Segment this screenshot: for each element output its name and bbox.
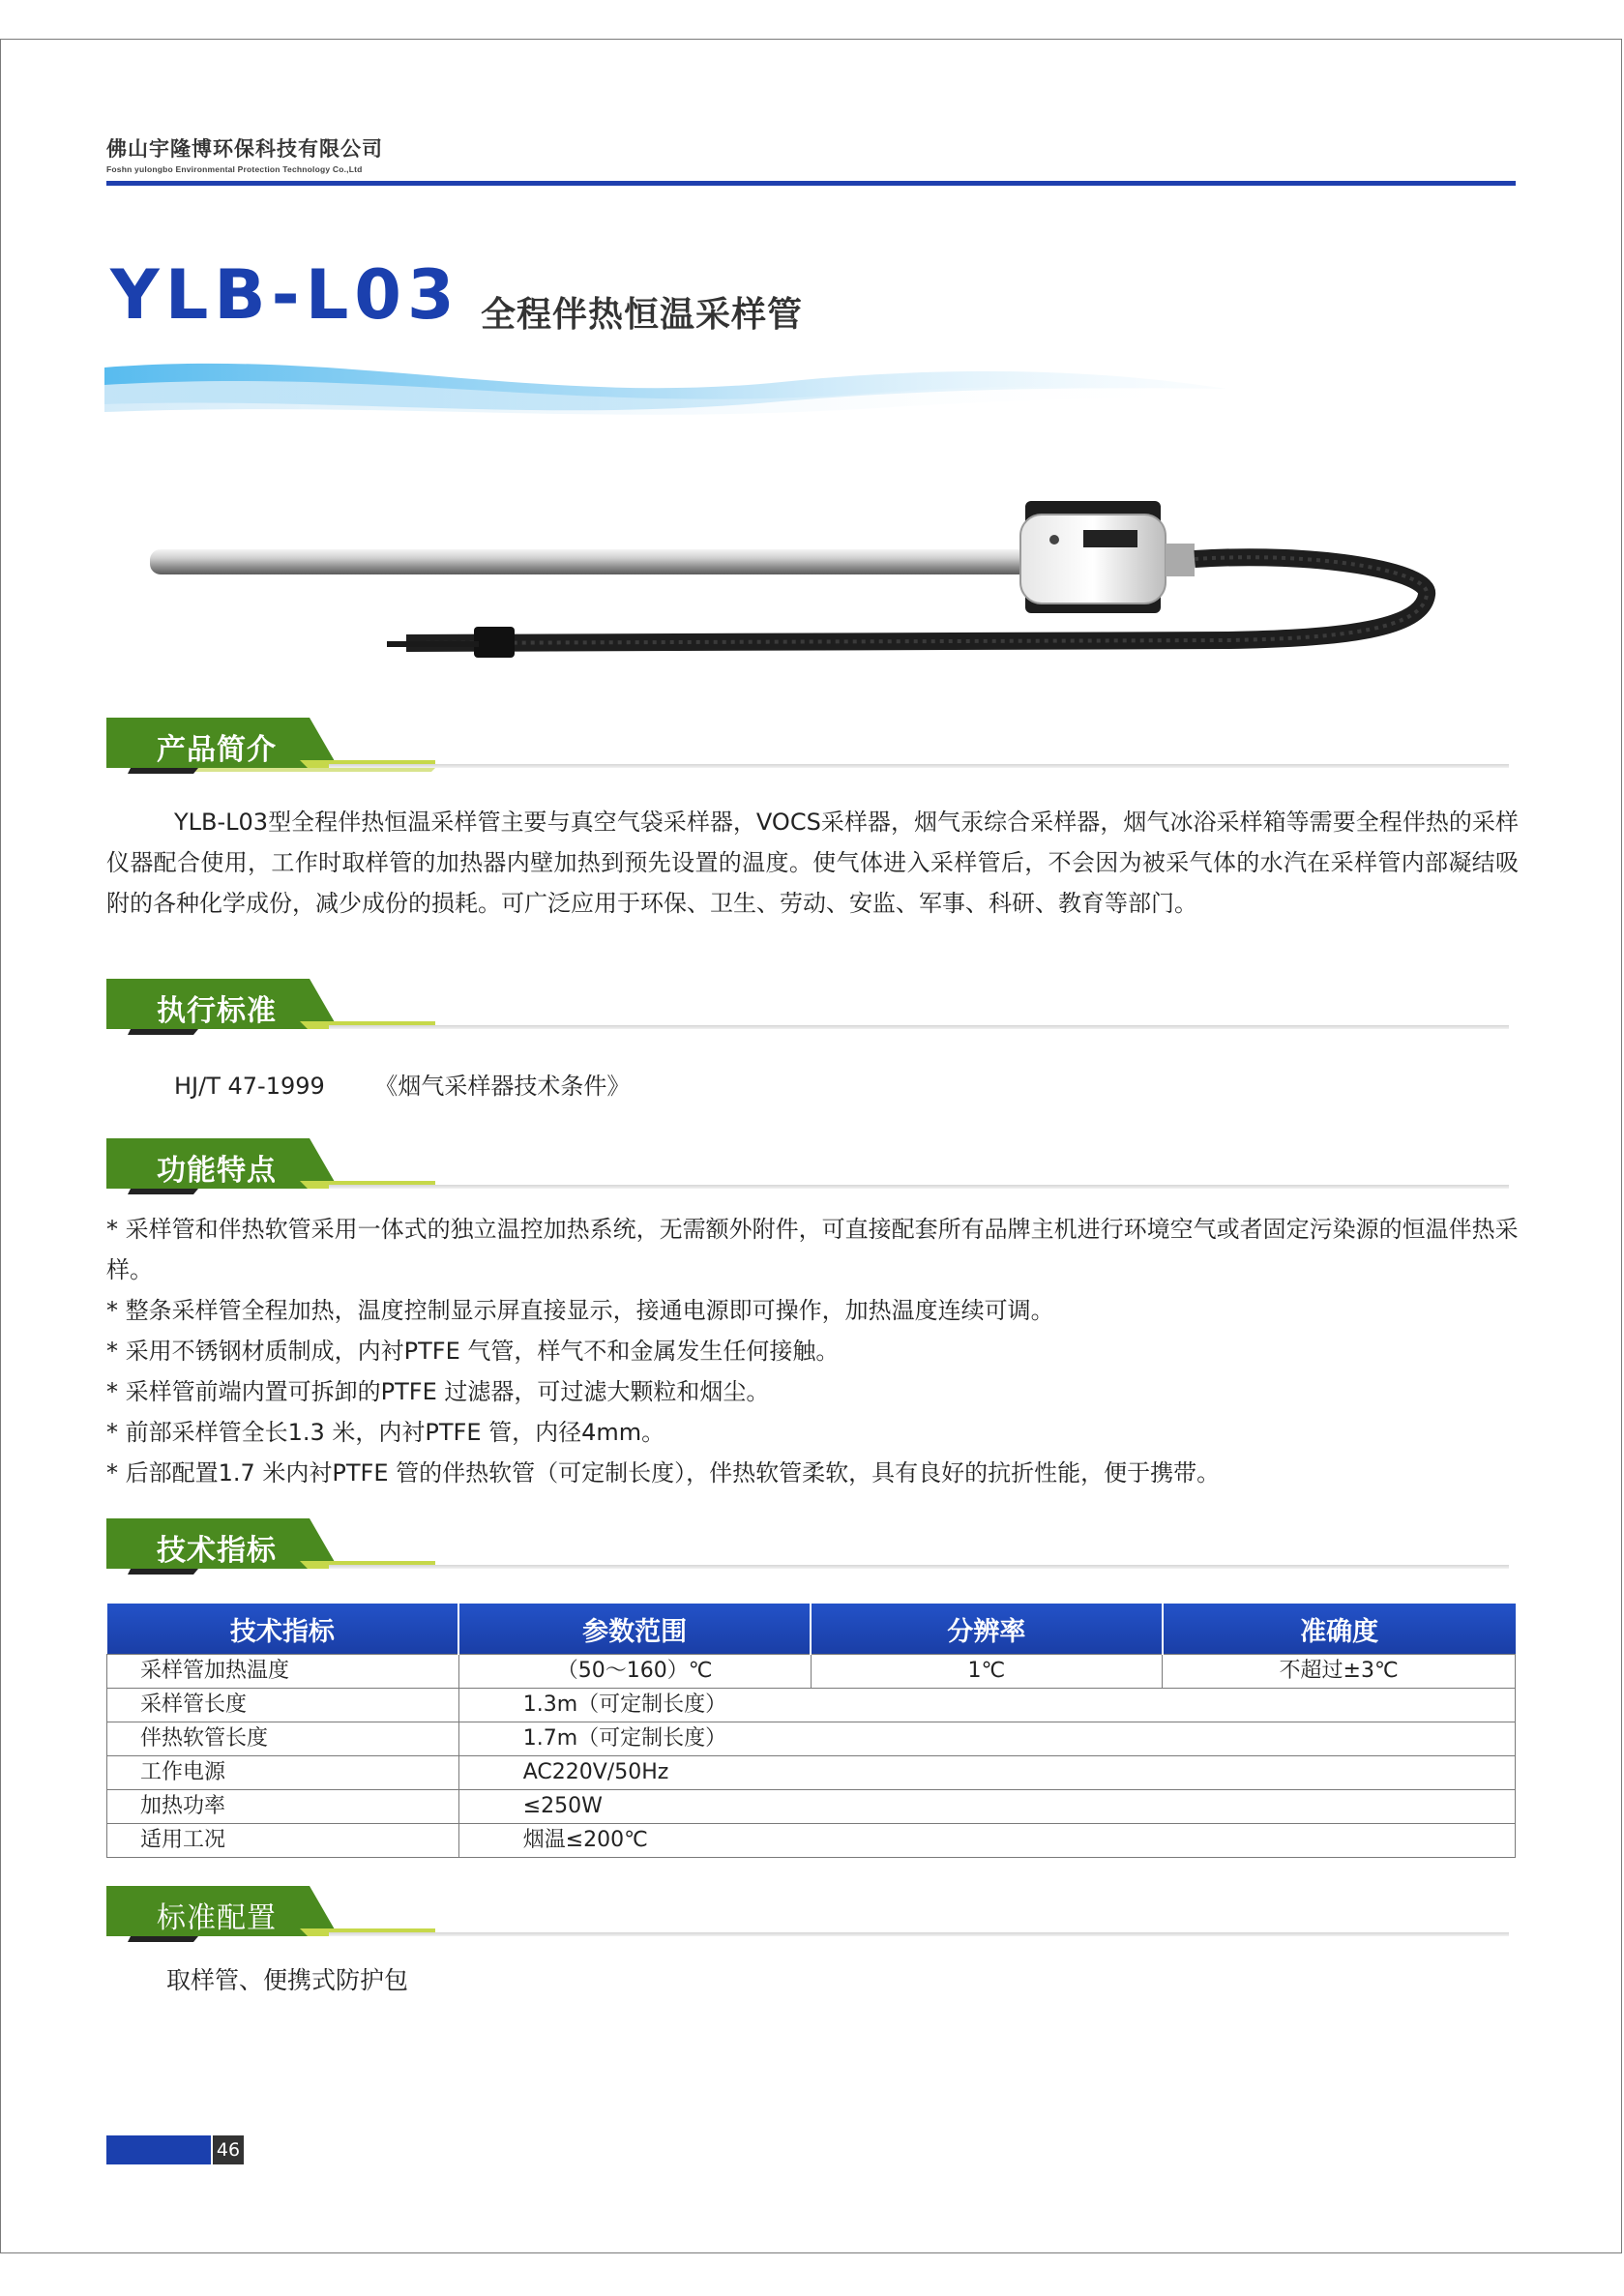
- spec-accuracy: 不超过±3℃: [1163, 1655, 1516, 1689]
- company-name-en: Foshn yulongbo Environmental Protection Technology Co.,Ltd: [106, 164, 363, 174]
- spec-value: 烟温≤200℃: [458, 1824, 1515, 1858]
- column-header: 准确度: [1163, 1604, 1516, 1655]
- section-rule: [329, 1025, 1509, 1029]
- spec-value: AC220V/50Hz: [458, 1756, 1515, 1790]
- feature-item: * 后部配置1.7 米内衬PTFE 管的伴热软管（可定制长度），伴热软管柔软，具有良好的抗折性能，便于携带。: [106, 1459, 1221, 1487]
- section-heading-config: [106, 1886, 1509, 1944]
- feature-item: * 采用不锈钢材质制成，内衬PTFE 气管，样气不和金属发生任何接触。: [106, 1338, 840, 1365]
- section-heading-intro: [106, 718, 1509, 776]
- product-code: YLB-L03: [110, 255, 460, 335]
- spec-resolution: 1℃: [811, 1655, 1163, 1689]
- spec-header-row: [107, 1604, 1516, 1655]
- table-row: [107, 1722, 1516, 1756]
- section-heading-standard: [106, 979, 1509, 1037]
- intro-text: YLB-L03型全程伴热恒温采样管主要与真空气袋采样器，VOCS采样器，烟气汞综合采样器，烟气冰浴采样箱等需要全程伴热的采样仪器配合使用，工作时取样管的加热器内壁加热到预先设置的温度。使气体进入采样管后，不会因为被采气体的水汽在采样管内部凝结吸附的各种化学成份，减少成份的损耗。可广泛应用于环保、卫生、劳动、安监、军事、科研、教育等部门。: [106, 809, 1519, 917]
- table-row: [107, 1824, 1516, 1858]
- spec-table: [106, 1604, 1516, 1858]
- table-row: [107, 1756, 1516, 1790]
- standard-line: [174, 1067, 672, 1101]
- config-text: 取样管、便携式防护包: [166, 1966, 409, 1994]
- spec-name: 适用工况: [107, 1824, 459, 1858]
- feature-item: * 采样管和伴热软管采用一体式的独立温控加热系统，无需额外附件，可直接配套所有品牌主机进行环境空气或者固定污染源的恒温伴热采样。: [106, 1216, 1519, 1283]
- feature-list: [106, 1209, 1519, 1493]
- title-wave-graphic: [104, 348, 1246, 426]
- section-title: 标准配置: [157, 1901, 277, 1935]
- section-title: 执行标准: [157, 994, 277, 1028]
- section-title: 技术指标: [157, 1534, 277, 1568]
- product-photo: [135, 484, 1451, 667]
- column-header: 参数范围: [458, 1604, 811, 1655]
- section-title: 功能特点: [157, 1154, 277, 1188]
- table-row: [107, 1655, 1516, 1689]
- standard-name: 《烟气采样器技术条件》: [374, 1073, 631, 1100]
- section-rule: [329, 1565, 1509, 1569]
- spec-value: 1.3m（可定制长度）: [458, 1689, 1515, 1722]
- spec-range: （50～160）℃: [458, 1655, 811, 1689]
- footer-bar: [106, 2135, 211, 2164]
- feature-item: * 前部采样管全长1.3 米，内衬PTFE 管，内径4mm。: [106, 1419, 665, 1446]
- standard-code: HJ/T 47-1999: [174, 1073, 325, 1100]
- company-header: [106, 133, 383, 174]
- section-heading-features: [106, 1138, 1509, 1196]
- spec-name: 采样管长度: [107, 1689, 459, 1722]
- spec-name: 采样管加热温度: [107, 1655, 459, 1689]
- spec-value: ≤250W: [458, 1790, 1515, 1824]
- feature-item: * 整条采样管全程加热，温度控制显示屏直接显示，接通电源即可操作，加热温度连续可调。: [106, 1297, 1054, 1324]
- spec-name: 工作电源: [107, 1756, 459, 1790]
- table-row: [107, 1689, 1516, 1722]
- spec-value: 1.7m（可定制长度）: [458, 1722, 1515, 1756]
- spec-name: 伴热软管长度: [107, 1722, 459, 1756]
- feature-item: * 采样管前端内置可拆卸的PTFE 过滤器，可过滤大颗粒和烟尘。: [106, 1378, 770, 1405]
- header-rule: [106, 181, 1516, 186]
- product-name: 全程伴热恒温采样管: [481, 295, 804, 335]
- column-header: 分辨率: [811, 1604, 1163, 1655]
- column-header: 技术指标: [107, 1604, 459, 1655]
- section-heading-specs: [106, 1518, 1509, 1576]
- company-name-cn: 佛山宇隆博环保科技有限公司: [106, 136, 383, 161]
- spec-name: 加热功率: [107, 1790, 459, 1824]
- section-title: 产品简介: [157, 733, 277, 767]
- section-rule: [329, 1185, 1509, 1189]
- section-rule: [329, 1932, 1509, 1936]
- table-row: [107, 1790, 1516, 1824]
- section-rule: [329, 764, 1509, 768]
- page-number: 46: [213, 2135, 244, 2164]
